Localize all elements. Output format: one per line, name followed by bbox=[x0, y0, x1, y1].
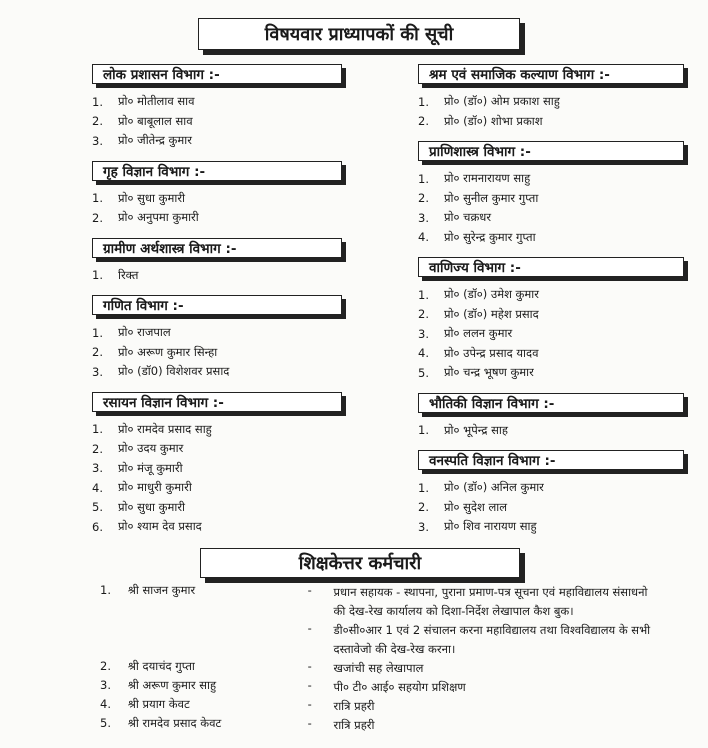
faculty-name: प्रो० (डॉ०) उमेश कुमार bbox=[444, 287, 539, 302]
faculty-name: रिक्त bbox=[118, 267, 139, 282]
list-item bbox=[418, 498, 684, 518]
item-number: 3. bbox=[418, 210, 429, 225]
faculty-name: प्रो० (डॉ0) विशेशवर प्रसाद bbox=[118, 364, 230, 379]
staff-name: श्री अरूण कुमार साहु bbox=[127, 678, 217, 692]
faculty-name: प्रो० अरूण कुमार सिन्हा bbox=[118, 344, 218, 359]
staff-duty: खजांची सह लेखापाल bbox=[333, 661, 424, 675]
item-number: 3. bbox=[92, 133, 103, 148]
staff-row bbox=[100, 583, 660, 621]
faculty-list bbox=[92, 266, 342, 286]
list-item bbox=[418, 112, 684, 132]
faculty-name: प्रो० चक्रधर bbox=[444, 210, 492, 225]
faculty-name: प्रो० सुनील कुमार गुप्ता bbox=[444, 190, 539, 205]
dash-separator: - bbox=[307, 621, 312, 635]
list-item bbox=[92, 189, 342, 209]
item-number: 2. bbox=[92, 345, 103, 360]
faculty-name: प्रो० मंजू कुमारी bbox=[118, 460, 183, 475]
list-item bbox=[92, 498, 342, 518]
faculty-name: प्रो० ललन कुमार bbox=[444, 326, 513, 341]
dash-separator: - bbox=[307, 697, 312, 711]
staff-number: 1. bbox=[100, 583, 111, 597]
item-number: 2. bbox=[418, 114, 429, 129]
list-item bbox=[418, 517, 684, 537]
item-number: 5. bbox=[418, 365, 429, 380]
list-item bbox=[418, 478, 684, 498]
list-item bbox=[92, 131, 342, 151]
list-item bbox=[418, 363, 684, 383]
faculty-name: प्रो० (डॉ०) महेश प्रसाद bbox=[444, 306, 539, 321]
section-heading: गृह विज्ञान विभाग :- bbox=[92, 161, 342, 181]
item-number: 2. bbox=[92, 210, 103, 225]
staff-duty: पी० टी० आई० सहयोग प्रशिक्षण bbox=[333, 680, 466, 694]
faculty-name: प्रो० अनुपमा कुमारी bbox=[118, 210, 199, 225]
item-number: 2. bbox=[418, 191, 429, 206]
staff-name: श्री दयाचंद गुप्ता bbox=[127, 659, 195, 673]
staff-list bbox=[100, 583, 660, 735]
faculty-list bbox=[418, 421, 684, 441]
list-item bbox=[92, 343, 342, 363]
list-item bbox=[92, 517, 342, 537]
item-number: 1. bbox=[418, 480, 429, 495]
staff-duty: रात्रि प्रहरी bbox=[333, 699, 375, 713]
list-item bbox=[92, 439, 342, 459]
list-item bbox=[418, 92, 684, 112]
item-number: 1. bbox=[418, 94, 429, 109]
faculty-name: प्रो० (डॉ०) ओम प्रकाश साहु bbox=[444, 94, 560, 109]
staff-duty: रात्रि प्रहरी bbox=[333, 718, 375, 732]
staff-name: श्री रामदेव प्रसाद केवट bbox=[127, 716, 222, 730]
staff-name: श्री साजन कुमार bbox=[127, 583, 196, 597]
staff-title: शिक्षकेत्तर कर्मचारी bbox=[200, 548, 520, 578]
item-number: 3. bbox=[418, 519, 429, 534]
faculty-list bbox=[418, 169, 684, 247]
faculty-list bbox=[92, 92, 342, 151]
item-number: 1. bbox=[92, 268, 103, 283]
faculty-name: प्रो० (डॉ०) शोभा प्रकाश bbox=[444, 113, 543, 128]
dash-separator: - bbox=[307, 678, 312, 692]
faculty-name: प्रो० मोतीलाव साव bbox=[118, 94, 195, 109]
item-number: 4. bbox=[418, 346, 429, 361]
faculty-list bbox=[92, 189, 342, 228]
item-number: 2. bbox=[418, 307, 429, 322]
item-number: 1. bbox=[92, 325, 103, 340]
faculty-list bbox=[418, 478, 684, 537]
dash-separator: - bbox=[307, 659, 312, 673]
item-number: 4. bbox=[418, 230, 429, 245]
left-column bbox=[92, 64, 342, 547]
dash-separator: - bbox=[307, 716, 312, 730]
faculty-name: प्रो० सुधा कुमारी bbox=[118, 190, 186, 205]
list-item bbox=[418, 208, 684, 228]
faculty-name: प्रो० चन्द्र भूषण कुमार bbox=[444, 365, 534, 380]
item-number: 1. bbox=[418, 171, 429, 186]
section-heading: रसायन विज्ञान विभाग :- bbox=[92, 392, 342, 412]
faculty-name: प्रो० श्याम देव प्रसाद bbox=[118, 519, 202, 534]
section-heading: भौतिकी विज्ञान विभाग :- bbox=[418, 393, 684, 413]
faculty-name: प्रो० रामनारायण साहु bbox=[444, 171, 531, 186]
staff-number: 3. bbox=[100, 678, 111, 692]
faculty-name: प्रो० भूपेन्द्र साह bbox=[444, 422, 508, 437]
staff-row bbox=[100, 697, 660, 716]
list-item bbox=[418, 169, 684, 189]
staff-number: 5. bbox=[100, 716, 111, 730]
faculty-name: प्रो० शिव नारायण साहु bbox=[444, 519, 537, 534]
dash-separator: - bbox=[307, 583, 312, 597]
faculty-name: प्रो० उदय कुमार bbox=[118, 441, 184, 456]
item-number: 1. bbox=[92, 422, 103, 437]
faculty-name: प्रो० जीतेन्द्र कुमार bbox=[118, 133, 192, 148]
list-item bbox=[92, 362, 342, 382]
page-title: विषयवार प्राध्यापकों की सूची bbox=[198, 18, 520, 50]
right-column bbox=[418, 64, 684, 547]
list-item bbox=[418, 324, 684, 344]
item-number: 3. bbox=[92, 461, 103, 476]
item-number: 6. bbox=[92, 519, 103, 534]
list-item bbox=[92, 208, 342, 228]
section-heading: श्रम एवं समाजिक कल्याण विभाग :- bbox=[418, 64, 684, 84]
section-heading: ग्रामीण अर्थशास्त्र विभाग :- bbox=[92, 238, 342, 258]
staff-row bbox=[100, 659, 660, 678]
faculty-name: प्रो० माधुरी कुमारी bbox=[118, 480, 192, 495]
faculty-name: प्रो० राजपाल bbox=[118, 325, 171, 340]
list-item bbox=[92, 459, 342, 479]
faculty-list bbox=[418, 92, 684, 131]
list-item bbox=[92, 323, 342, 343]
staff-row bbox=[100, 716, 660, 735]
section-heading: गणित विभाग :- bbox=[92, 295, 342, 315]
list-item bbox=[418, 305, 684, 325]
faculty-list bbox=[92, 323, 342, 382]
faculty-name: प्रो० (डॉ०) अनिल कुमार bbox=[444, 480, 544, 495]
list-item bbox=[418, 285, 684, 305]
section-heading: लोक प्रशासन विभाग :- bbox=[92, 64, 342, 84]
staff-number: 2. bbox=[100, 659, 111, 673]
faculty-list bbox=[418, 285, 684, 383]
list-item bbox=[92, 420, 342, 440]
item-number: 1. bbox=[418, 423, 429, 438]
section-heading: वनस्पति विज्ञान विभाग :- bbox=[418, 450, 684, 470]
staff-name: श्री प्रयाग केवट bbox=[127, 697, 190, 711]
staff-row bbox=[100, 678, 660, 697]
item-number: 2. bbox=[418, 500, 429, 515]
section-heading: वाणिज्य विभाग :- bbox=[418, 257, 684, 277]
item-number: 4. bbox=[92, 480, 103, 495]
staff-duty: डी०सी०आर 1 एवं 2 संचालन करना महाविद्यालय तथा विश्वविद्यालय के सभी दस्तावेजो की देख-रेख करना। bbox=[333, 623, 651, 656]
item-number: 1. bbox=[92, 94, 103, 109]
faculty-name: प्रो० रामदेव प्रसाद साहु bbox=[118, 421, 212, 436]
staff-number: 4. bbox=[100, 697, 111, 711]
item-number: 1. bbox=[92, 191, 103, 206]
list-item bbox=[418, 228, 684, 248]
staff-row bbox=[100, 621, 660, 659]
faculty-name: प्रो० सुधा कुमारी bbox=[118, 499, 186, 514]
item-number: 2. bbox=[92, 114, 103, 129]
item-number: 1. bbox=[418, 287, 429, 302]
list-item bbox=[418, 421, 684, 441]
list-item bbox=[92, 266, 342, 286]
faculty-name: प्रो० उपेन्द्र प्रसाद यादव bbox=[444, 345, 539, 360]
faculty-name: प्रो० सुदेश लाल bbox=[444, 499, 508, 514]
faculty-list bbox=[92, 420, 342, 537]
list-item bbox=[92, 92, 342, 112]
faculty-name: प्रो० बाबूलाल साव bbox=[118, 113, 193, 128]
faculty-name: प्रो० सुरेन्द्र कुमार गुप्ता bbox=[444, 229, 536, 244]
item-number: 3. bbox=[92, 364, 103, 379]
list-item bbox=[92, 112, 342, 132]
section-heading: प्राणिशास्त्र विभाग :- bbox=[418, 141, 684, 161]
item-number: 3. bbox=[418, 326, 429, 341]
item-number: 5. bbox=[92, 500, 103, 515]
staff-duty: प्रधान सहायक - स्थापना, पुराना प्रमाण-पत्र सूचना एवं महाविद्यालय संसाधनो की देख-रेख कार्यालय को दिशा-निर्देश लेखापाल कैश बुक। bbox=[333, 585, 648, 618]
list-item bbox=[92, 478, 342, 498]
item-number: 2. bbox=[92, 441, 103, 456]
list-item bbox=[418, 189, 684, 209]
list-item bbox=[418, 344, 684, 364]
